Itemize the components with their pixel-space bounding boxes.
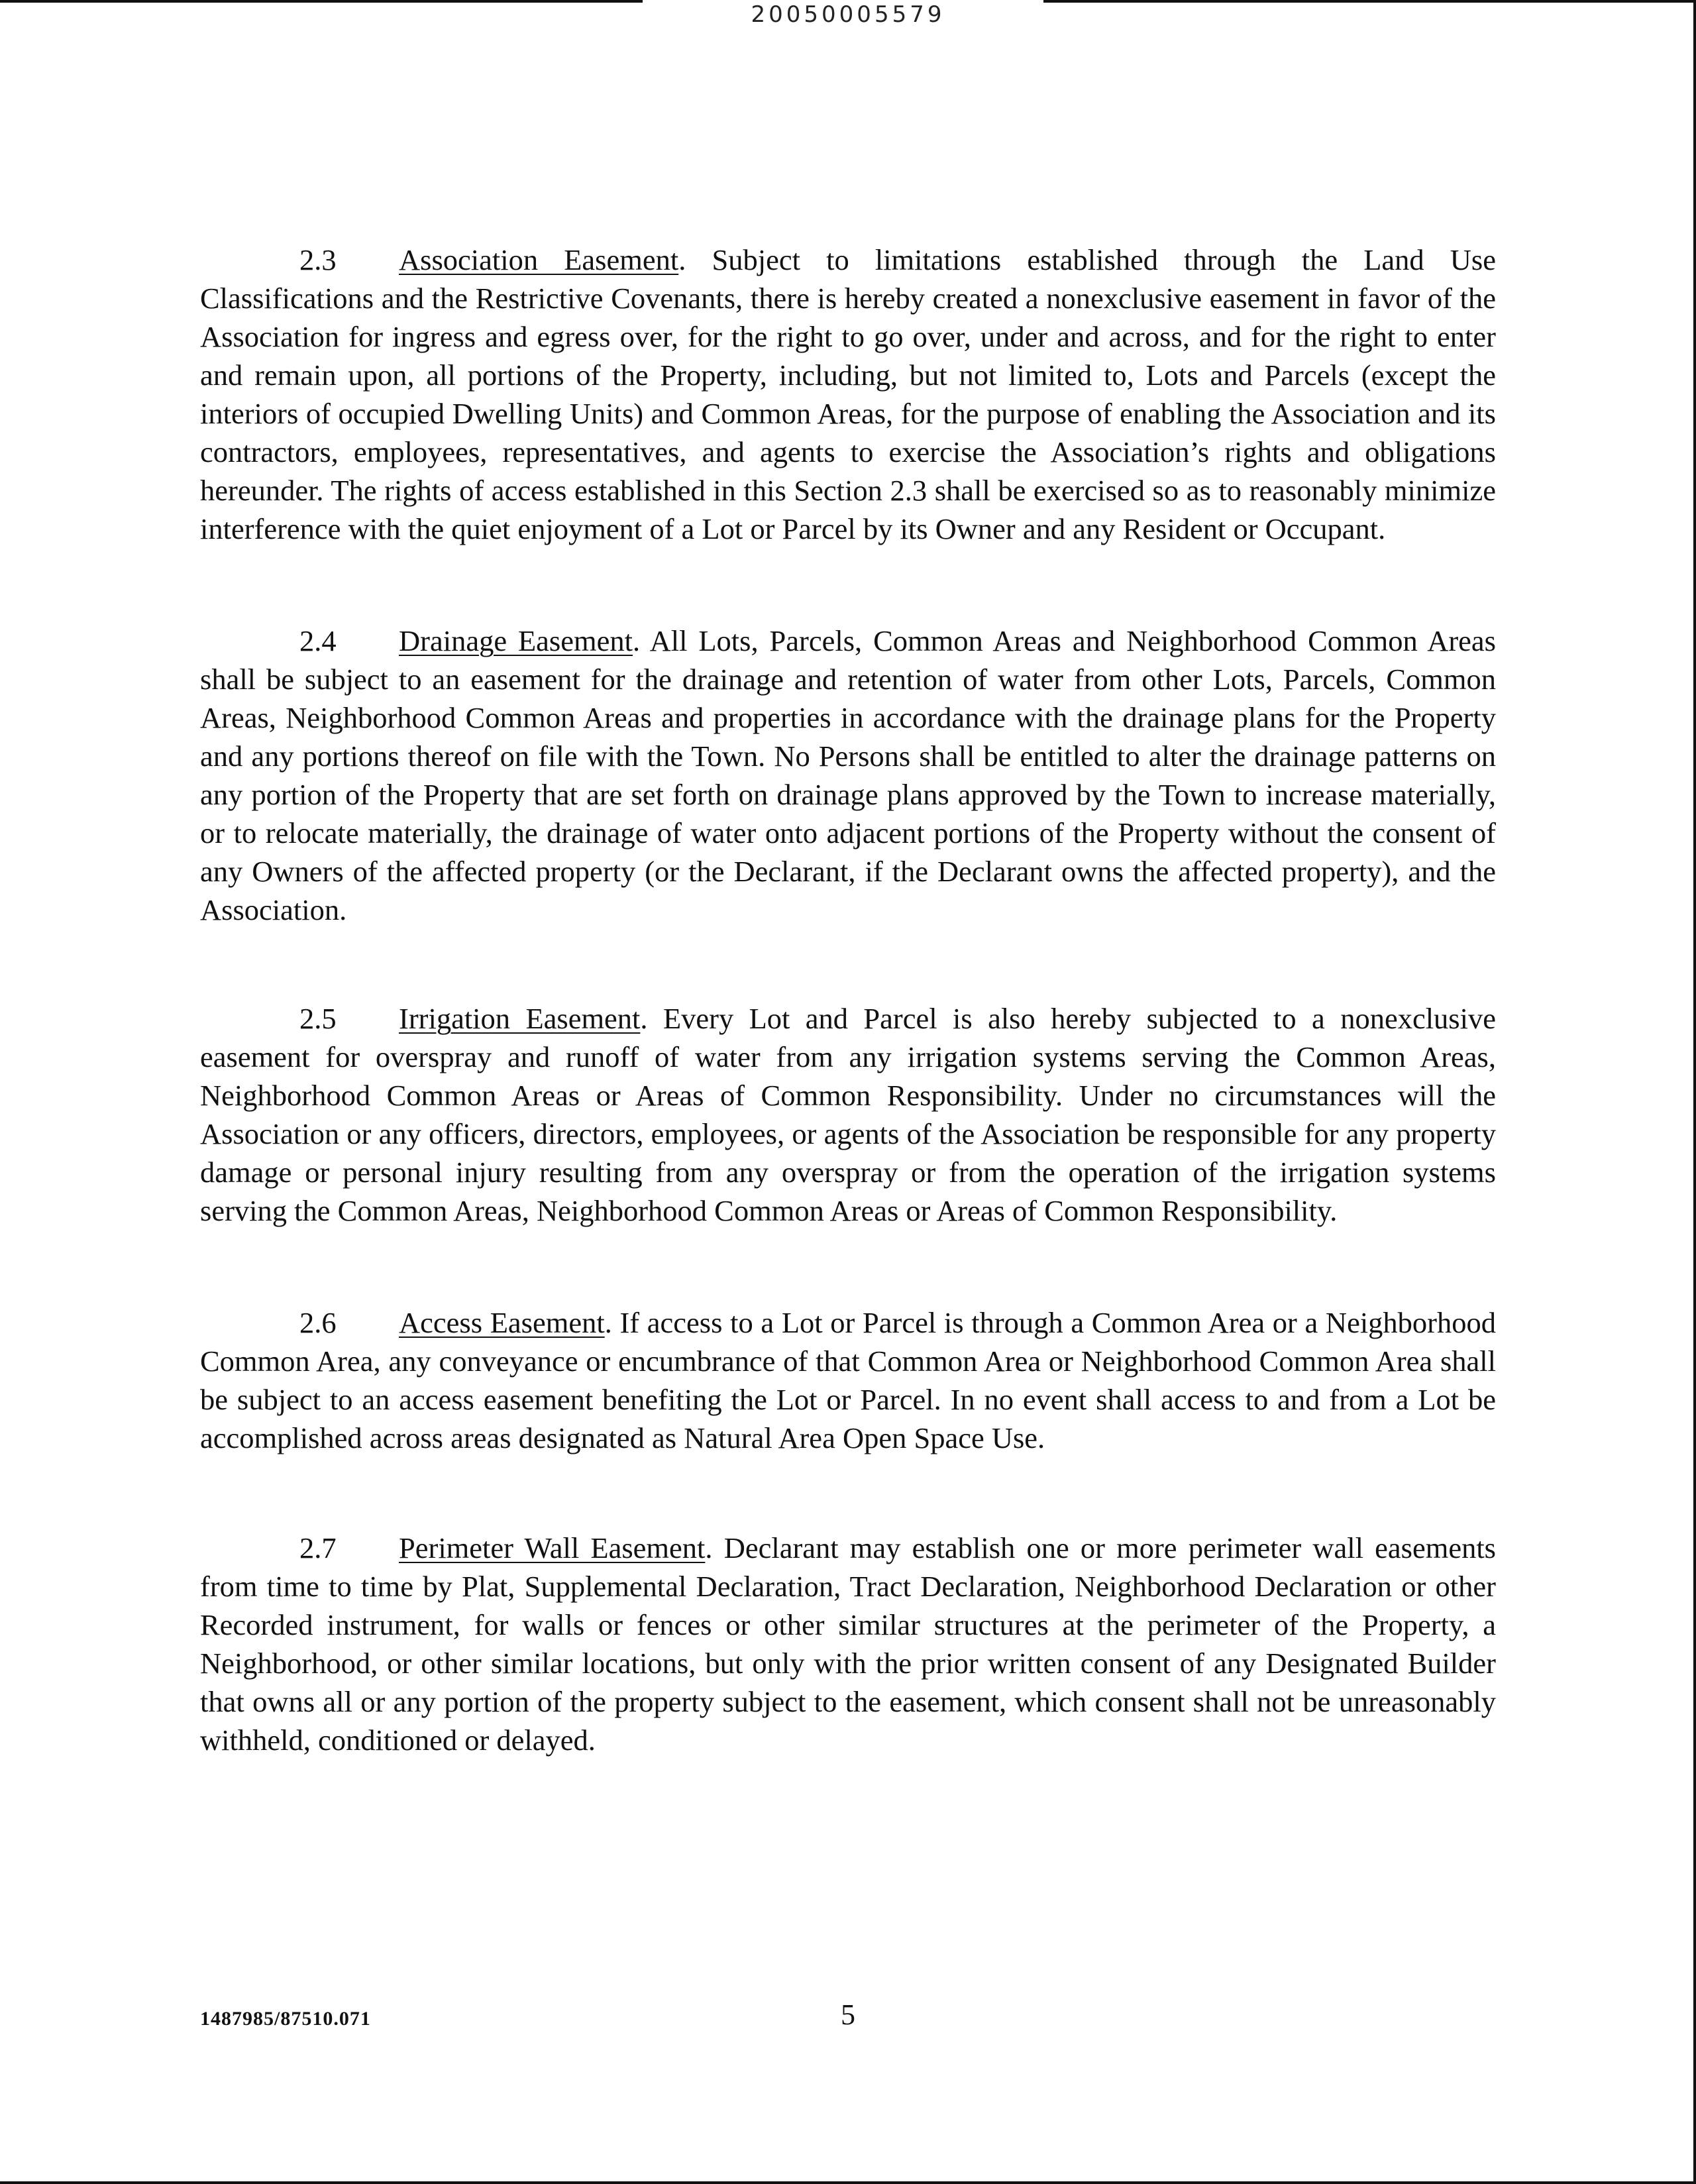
section-title: Access Easement (399, 1306, 605, 1339)
section-2-5 (200, 999, 1496, 1230)
section-body: . Subject to limitations established through the Land Use Classifications and the Restrictive Covenants, there is hereby created a nonexclusive easement in favor of the Association for ingress and egress over, for the right to go over, under and across, and for the right to enter and remain upon, all portions of the Property, including, but not limited to, Lots and Parcels (except the interiors of occupied Dwelling Units) and Common Areas, for the purpose of enabling the Association and its contractors, employees, representatives, and agents to exercise the Association’s rights and obligations hereunder. The rights of access established in this Section 2.3 shall be exercised so as to reasonably minimize interference with the quiet enjoyment of a Lot or Parcel by its Owner and any Resident or Occupant. (200, 243, 1496, 545)
section-2-7 (200, 1529, 1496, 1759)
section-2-6 (200, 1303, 1496, 1457)
section-body: . All Lots, Parcels, Common Areas and Neighborhood Common Areas shall be subject to an easement for the drainage and retention of water from other Lots, Parcels, Common Areas, Neighborhood Common Areas and properties in accordance with the drainage plans for the Property and any portions thereof on file with the Town. No Persons shall be entitled to alter the drainage patterns on any portion of the Property that are set forth on drainage plans approved by the Town to increase materially, or to relocate materially, the drainage of water onto adjacent portions of the Property without the consent of any Owners of the affected property (or the Declarant, if the Declarant owns the affected property), and the Association. (200, 624, 1496, 926)
section-title: Perimeter Wall Easement (399, 1531, 706, 1564)
section-number: 2.7 (299, 1531, 337, 1564)
section-body: . Every Lot and Parcel is also hereby subjected to a nonexclusive easement for overspray and runoff of water from any irrigation systems serving the Common Areas, Neighborhood Common Areas or Areas of Common Responsibility. Under no circumstances will the Association or any officers, directors, employees, or agents of the Association be responsible for any property damage or personal injury resulting from any overspray or from the operation of the irrigation systems serving the Common Areas, Neighborhood Common Areas or Areas of Common Responsibility. (200, 1002, 1496, 1227)
section-body: . If access to a Lot or Parcel is through a Common Area or a Neighborhood Common Area, any conveyance or encumbrance of that Common Area or Neighborhood Common Area shall be subject to an access easement benefiting the Lot or Parcel. In no event shall access to and from a Lot be accomplished across areas designated as Natural Area Open Space Use. (200, 1306, 1496, 1454)
scan-border-bottom (0, 2181, 1696, 2184)
recording-number: 20050005579 (751, 1, 945, 28)
scan-border-right (1693, 0, 1696, 2184)
section-title: Association Easement (399, 243, 679, 276)
section-2-3 (200, 241, 1496, 548)
section-title: Drainage Easement (399, 624, 633, 657)
section-title: Irrigation Easement (399, 1002, 641, 1035)
document-id: 1487985/87510.071 (200, 2008, 371, 2030)
section-number: 2.3 (299, 243, 337, 276)
section-number: 2.5 (299, 1002, 337, 1035)
section-2-4 (200, 622, 1496, 929)
section-number: 2.6 (299, 1306, 337, 1339)
page-number: 5 (841, 1998, 855, 2031)
section-number: 2.4 (299, 624, 337, 657)
section-body: . Declarant may establish one or more perimeter wall easements from time to time by Plat, Supplemental Declaration, Tract Declaration, Neighborhood Declaration or other Recorded instrument, for walls or fences or other similar structures at the perimeter of the Property, a Neighborhood, or other similar locations, but only with the prior written consent of any Designated Builder that owns all or any portion of the property subject to the easement, which consent shall not be unreasonably withheld, conditioned or delayed. (200, 1531, 1496, 1757)
